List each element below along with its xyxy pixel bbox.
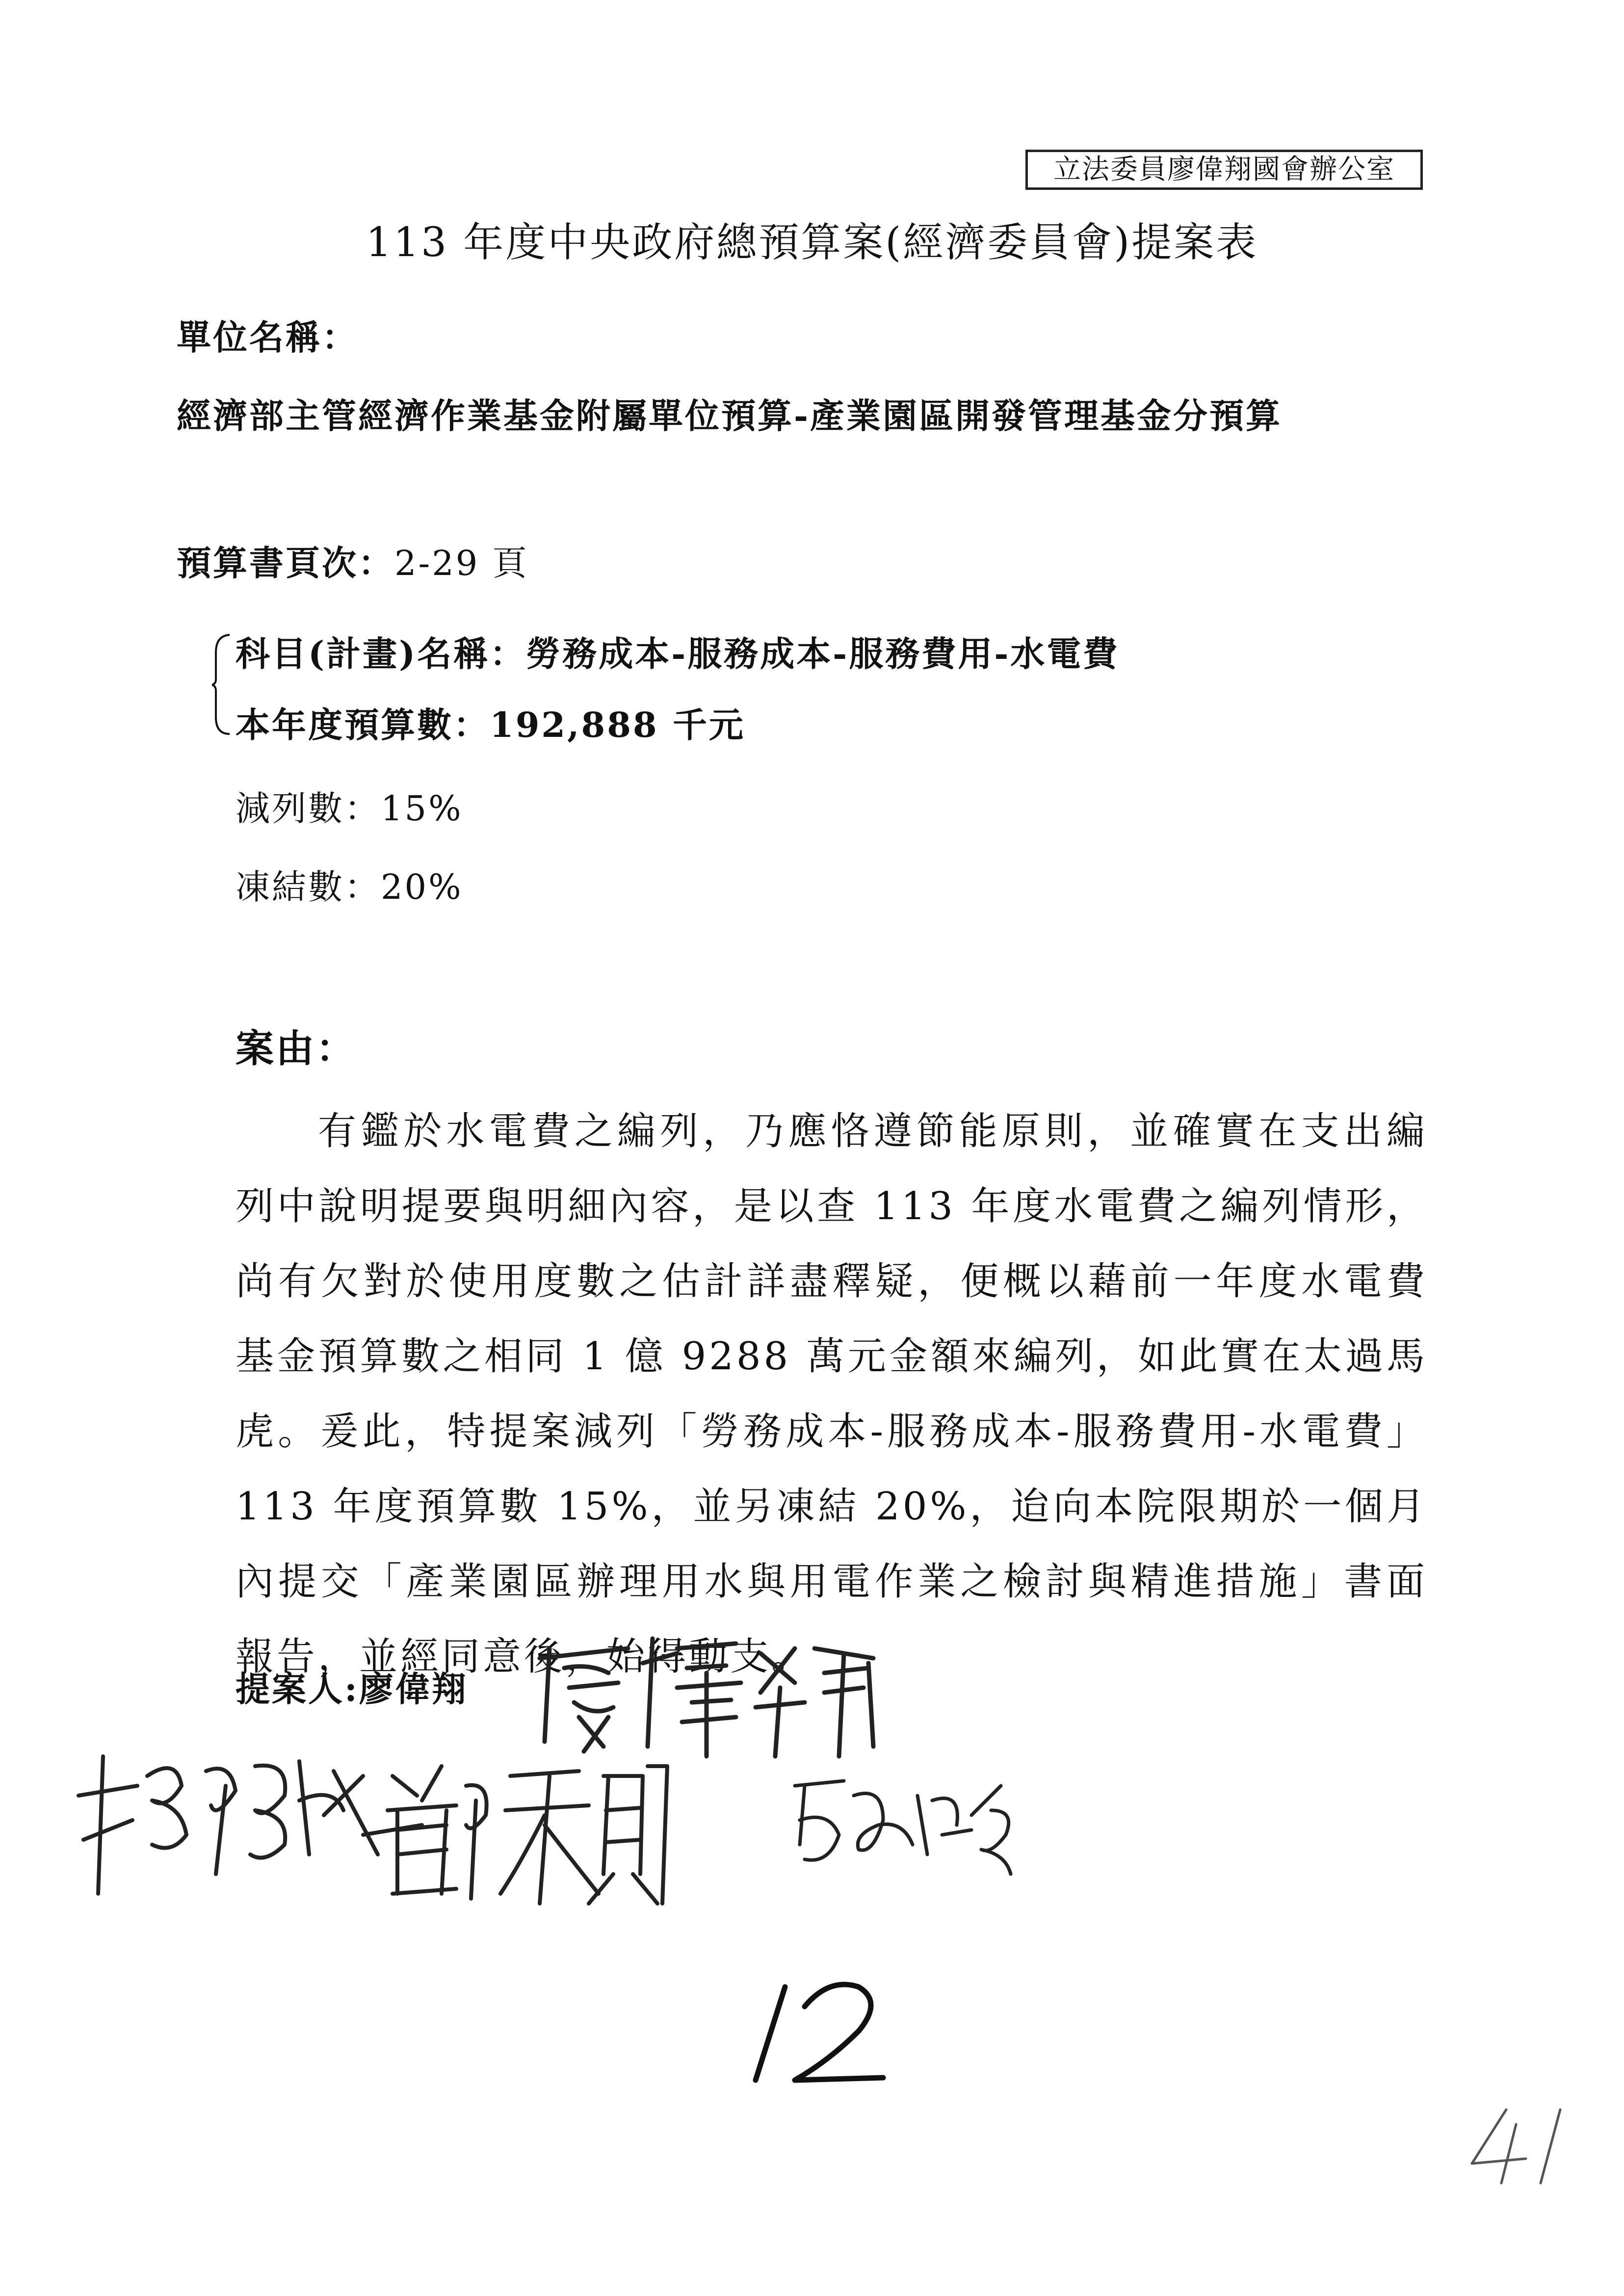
- co-signature-2: [373, 1747, 677, 1908]
- budget-page-value: 2-29 頁: [394, 543, 529, 583]
- proposer-name: 廖偉翔: [359, 1669, 468, 1709]
- current-budget-line: [236, 702, 745, 749]
- budget-page-reference: [177, 540, 529, 587]
- current-budget-value: 192,888 千元: [490, 704, 745, 745]
- freeze-value: 20%: [381, 867, 463, 907]
- handwritten-page-number-text: 12: [819, 2092, 820, 2093]
- handwritten-page-number: [746, 1972, 893, 2095]
- freeze-line: [236, 863, 463, 911]
- subject-label: 科目(計畫)名稱：: [236, 633, 526, 674]
- budget-page-label: 預算書頁次：: [177, 543, 394, 583]
- bracket-mark: [212, 633, 232, 736]
- current-budget-label: 本年度預算數：: [236, 704, 490, 745]
- subject-line: [236, 630, 1119, 678]
- subject-value: 勞務成本-服務成本-服務費用-水電費: [526, 633, 1120, 674]
- unit-name: 經濟部主管經濟作業基金附屬單位預算-產業園區開發管理基金分預算: [177, 395, 1283, 436]
- reason-label: 案由：: [236, 1026, 357, 1071]
- proposer-signature: [530, 1619, 903, 1761]
- unit-label: 單位名稱：: [177, 317, 358, 358]
- reduction-line: [236, 785, 463, 832]
- reduction-value: 15%: [381, 788, 463, 829]
- proposer-label: 提案人:: [236, 1669, 359, 1709]
- page-title: 113 年度中央政府總預算案(經濟委員會)提案表: [366, 219, 1258, 266]
- freeze-label: 凍結數：: [236, 867, 381, 907]
- co-signature-3: [785, 1766, 1021, 1894]
- reason-body: 有鑑於水電費之編列，乃應恪遵節能原則，並確實在支出編列中說明提要與明細內容，是以查 113 年度水電費之編列情形，尚有欠對於使用度數之估計詳盡釋疑，便概以藉前一年度水電費基金預算數之相同 1 億 9288 萬元金額來編列，如此實在太過馬虎。爰此，特提案減列「勞務成本-服務成本-服務費用-水電費」113 年度預算數 15%，並另凍結 20%，迨向本院限期於一個月內提交「產業園區辦理用水與用電作業之檢討與精進措施」書面報告，並經同意後，始得動支。: [236, 1109, 1428, 1679]
- reduction-label: 減列數：: [236, 788, 381, 829]
- proposer-line: [236, 1666, 468, 1713]
- office-label-box: 立法委員廖偉翔國會辦公室: [1025, 150, 1423, 190]
- stamped-page-number: [1462, 2105, 1575, 2188]
